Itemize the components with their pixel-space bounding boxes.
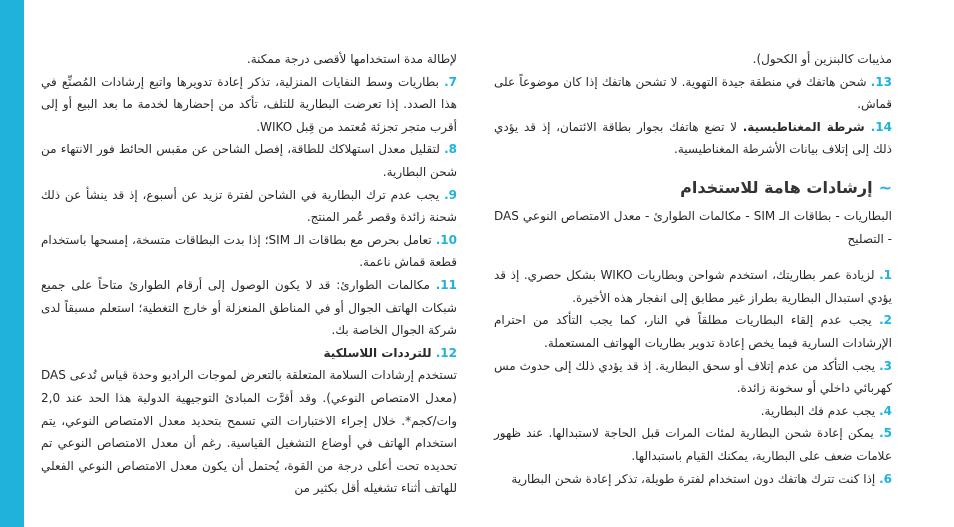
list-item-2 — [494, 309, 892, 354]
right-column — [494, 48, 892, 490]
item-number: 14. — [870, 119, 892, 134]
list-item-11 — [41, 274, 457, 342]
item-number: 3. — [879, 358, 892, 373]
item-text: لتقليل معدل استهلاكك للطاقة، إفصل الشاحن عن مقبس الحائط فور الانتهاء من شحن البطارية. — [41, 142, 457, 179]
list-item-10 — [41, 229, 457, 274]
item-text: لا تضع هاتفك بجوار بطاقة الائتمان، إذ قد يؤدي ذلك إلى إتلاف بيانات الأشرطة المغناطيسية. — [494, 119, 892, 157]
list-item-4 — [494, 400, 892, 423]
list-item-14 — [494, 116, 892, 161]
item-number: 9. — [444, 187, 457, 202]
list-item-13 — [494, 71, 892, 116]
section-heading — [494, 175, 892, 201]
item-number: 2. — [879, 313, 892, 328]
tilde-icon: ~ — [878, 177, 892, 197]
item-number: 11. — [435, 277, 457, 292]
item-text: لزيادة عمر بطاريتك، استخدم شواحن وبطاريات WIKO بشكل حصري. إذ قد يؤدي استبدال البطارية بطراز غير مطابق إلى انفجار هذه الأخيرة. — [494, 268, 892, 305]
list-item-3 — [494, 355, 892, 400]
item-number: 5. — [879, 426, 892, 441]
list-item-9 — [41, 184, 457, 229]
item-number: 8. — [444, 142, 457, 157]
item-number: 6. — [879, 471, 892, 486]
section-subtitle: البطاريات - بطاقات الـ SIM - مكالمات الطوارئ - معدل الامتصاص النوعي DAS - التصليح — [494, 208, 892, 246]
item-text: مكالمات الطوارئ: قد لا يكون الوصول إلى أرقام الطوارئ متاحاً على جميع شبكات الهاتف الجوال أو في المناطق المنعزلة أو خارج التغطية؛ استعلم مسبقاً لدى شركة الجوال الخاصة بك. — [41, 277, 457, 338]
list-item-1 — [494, 264, 892, 309]
item-number: 7. — [444, 74, 457, 89]
paragraph: مذيبات كالبنزين أو الكحول). — [752, 52, 892, 66]
section-heading-text: إرشادات هامة للاستخدام — [680, 177, 873, 197]
item-text: يمكن إعادة شحن البطارية لمئات المرات قبل الحاجة لاستبدالها. عند ظهور علامات ضعف على البطارية، يمكنك القيام باستبدالها. — [494, 426, 892, 463]
item-text: بطاريات وسط النفايات المنزلية، تذكر إعادة تدويرها واتبع إرشادات المُصنِّع في هذا الصدد. إذا تعرضت البطارية للتلف، تأكد من إحضارها لخدمة ما بعد البيع أو إلى أقرب متجر تجزئة مُعتمد من قِبل WIKO. — [41, 74, 457, 134]
list-item-7 — [41, 71, 457, 139]
item-text: إذا كنت تترك هاتفك دون استخدام لفترة طويلة، تذكر إعادة شحن البطارية — [511, 471, 880, 486]
item-number: 10. — [435, 232, 457, 247]
item-number: 4. — [879, 403, 892, 418]
list-item-12 — [41, 342, 457, 365]
list-item-8 — [41, 138, 457, 183]
item-title: شرطة المغناطيسية. — [742, 119, 871, 134]
item-text: شحن هاتفك في منطقة جيدة التهوية. لا تشحن هاتفك إذا كان موضوعاً على قماش. — [494, 74, 892, 112]
item-title: للترددات اللاسلكية — [323, 345, 436, 360]
item-text: تعامل بحرص مع بطاقات الـ SIM؛ إذا بدت البطاقات متسخة، إمسحها باستخدام قطعة قماش ناعمة. — [41, 232, 457, 270]
list-item-6 — [494, 468, 892, 491]
paragraph: تستخدم إرشادات السلامة المتعلقة بالتعرض لموجات الراديو وحدة قياس تُدعى DAS (معدل الامتصاص النوعي). وقد أقرَّت المبادئ التوجيهية الدولية هذا الحد عند 2,0 وات/كجم*. خلال إجراء الاختبارات التي تسمح بتحديد معدل الامتصاص النوعي، يتم استخدام الهاتف في أوضاع التشغيل القياسية. رغم أن معدل الامتصاص النوعي تم تحديده تحت أعلى درجة من القوة، يُحتمل أن يكون معدل الامتصاص النوعي الفعلي للهاتف أثناء تشغيله أقل بكثير من — [41, 368, 457, 496]
item-text: يجب التأكد من عدم إتلاف أو سحق البطارية. إذ قد يؤدي ذلك إلى حدوث مس كهربائي داخلي أو سخونة زائدة. — [494, 358, 892, 396]
list-item-5 — [494, 422, 892, 467]
paragraph: لإطالة مدة استخدامها لأقصى درجة ممكنة. — [246, 52, 457, 66]
item-text: يجب عدم ترك البطارية في الشاحن لفترة تزيد عن أسبوع، إذ قد ينشأ عن ذلك شحنة زائدة وقصر عُمر المنتج. — [41, 187, 457, 225]
left-column — [41, 48, 457, 500]
accent-stripe — [0, 0, 24, 527]
item-text: يجب عدم إلقاء البطاريات مطلقاً في النار، كما يجب التأكد من احترام الإرشادات السارية فيما يخص إعادة تدوير بطاريات الهواتف المستعملة. — [494, 313, 892, 350]
item-text: يجب عدم فك البطارية. — [760, 403, 880, 418]
item-number: 1. — [879, 268, 892, 283]
item-number: 13. — [870, 74, 892, 89]
item-number: 12. — [435, 345, 457, 360]
